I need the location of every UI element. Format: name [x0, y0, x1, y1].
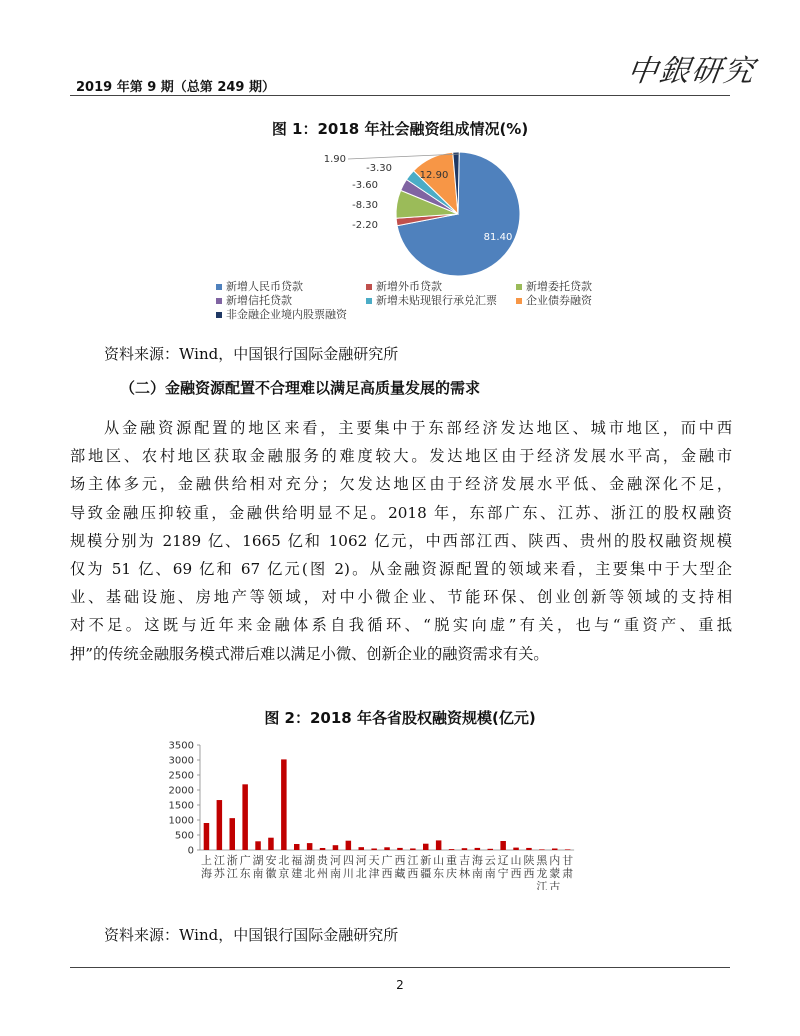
- legend-item: [366, 292, 497, 308]
- legend-label: 新增未贴现银行承兑汇票: [376, 294, 497, 307]
- figure2-title: 图 2：2018 年各省股权融资规模(亿元): [264, 709, 536, 727]
- x-tick-label: 京: [278, 867, 290, 880]
- bar: [217, 800, 223, 850]
- pie-data-label: -8.30: [352, 200, 378, 211]
- pie-data-label: -2.20: [352, 220, 378, 231]
- x-tick-label: 内: [549, 854, 561, 867]
- figure2-source: 资料来源：Wind，中国银行国际金融研究所: [104, 926, 399, 944]
- x-tick-label: 黑: [536, 854, 548, 867]
- x-tick-label: 西: [407, 867, 419, 880]
- paragraph-line: 业、基础设施、房地产等领域，对中小微企业、节能环保、创业创新等领域的支持相: [70, 588, 732, 607]
- paragraph-line: 对不足。这既与近年来金融体系自我循环、“脱实向虚”有关，也与“重资产、重抵: [70, 616, 732, 635]
- legend-item: [216, 306, 347, 322]
- legend-swatch: [366, 298, 372, 304]
- bar: [268, 838, 274, 850]
- x-tick-label: 津: [368, 867, 380, 880]
- x-tick-label: 北: [355, 867, 367, 880]
- x-tick-label: 藏: [394, 867, 406, 880]
- legend-label: 新增信托贷款: [226, 294, 292, 307]
- x-tick-label: 江: [226, 867, 238, 880]
- bar: [281, 759, 287, 850]
- y-tick-label: 0: [187, 845, 194, 857]
- x-tick-label: 湖: [252, 854, 264, 867]
- x-tick-label: 西: [510, 867, 522, 880]
- x-tick-label: 古: [549, 880, 561, 890]
- bar: [255, 841, 260, 850]
- bar: [552, 849, 558, 851]
- y-tick-label: 3500: [168, 740, 194, 752]
- bar: [333, 845, 339, 850]
- paragraph-line: 仅为 51 亿、69 亿和 67 亿元(图 2)。从金融资源配置的领域来看，主要集中于大型企: [70, 560, 732, 579]
- x-tick-label: 南: [329, 867, 341, 880]
- bar: [500, 841, 506, 850]
- x-tick-label: 徽: [265, 867, 277, 880]
- bar: [346, 841, 352, 850]
- figure1-pie-chart: [300, 148, 540, 278]
- x-tick-label: 河: [329, 854, 341, 867]
- bar: [475, 848, 481, 850]
- x-tick-label: 四: [342, 854, 354, 867]
- x-tick-label: 建: [291, 867, 303, 880]
- issue-label: 2019 年第 9 期（总第 249 期）: [76, 80, 275, 95]
- x-tick-label: 海: [200, 867, 212, 880]
- x-tick-label: 江: [213, 854, 225, 867]
- x-tick-label: 贵: [317, 854, 329, 867]
- x-tick-label: 南: [471, 867, 483, 880]
- body-paragraph: [70, 414, 732, 668]
- pie-data-label: -3.30: [366, 163, 392, 174]
- y-tick-label: 1500: [168, 800, 194, 812]
- bar: [397, 848, 403, 850]
- bar: [230, 818, 236, 850]
- x-tick-label: 北: [278, 854, 290, 867]
- paragraph-line: 导致金融压抑较重，金融供给明显不足。2018 年，东部广东、江苏、浙江的股权融资: [70, 503, 732, 522]
- x-tick-label: 西: [523, 867, 535, 880]
- y-tick-label: 3000: [168, 755, 194, 767]
- x-tick-label: 宁: [497, 867, 509, 880]
- x-tick-label: 天: [368, 854, 380, 867]
- bar: [539, 849, 545, 850]
- bar: [449, 849, 455, 850]
- y-tick-label: 500: [174, 830, 194, 842]
- x-tick-label: 广: [239, 854, 251, 867]
- legend-label: 企业债券融资: [526, 294, 592, 307]
- x-tick-label: 湖: [304, 854, 316, 867]
- legend-label: 新增外币贷款: [376, 280, 442, 293]
- y-tick-label: 1000: [168, 815, 194, 827]
- paragraph-line: 押”的传统金融服务模式滞后难以满足小微、创新企业的融资需求有关。: [70, 644, 549, 663]
- x-tick-label: 陕: [523, 854, 535, 867]
- pie-data-label: 1.90: [323, 154, 346, 165]
- legend-swatch: [216, 284, 222, 290]
- section-heading: （二）金融资源配置不合理难以满足高质量发展的需求: [120, 379, 481, 397]
- x-tick-label: 辽: [497, 854, 509, 867]
- figure1-source: 资料来源：Wind，中国银行国际金融研究所: [104, 345, 399, 363]
- bar: [371, 849, 377, 851]
- x-tick-label: 福: [291, 854, 303, 867]
- legend-swatch: [516, 298, 522, 304]
- bar: [526, 848, 532, 850]
- x-tick-label: 安: [265, 854, 277, 867]
- x-tick-label: 江: [407, 854, 419, 867]
- pie-data-label: 81.40: [483, 232, 513, 243]
- x-tick-label: 庆: [446, 867, 458, 880]
- x-tick-label: 南: [252, 867, 264, 880]
- x-tick-label: 东: [433, 867, 445, 880]
- legend-swatch: [216, 312, 222, 318]
- x-tick-label: 吉: [458, 854, 470, 867]
- bar: [410, 848, 416, 850]
- x-tick-label: 林: [458, 867, 470, 880]
- x-tick-label: 西: [394, 854, 406, 867]
- x-tick-label: 新: [420, 854, 432, 867]
- footer-rule: [70, 967, 730, 968]
- bar: [320, 848, 326, 850]
- bar: [294, 844, 300, 850]
- bar: [565, 849, 571, 850]
- bar: [359, 847, 365, 850]
- legend-swatch: [366, 284, 372, 290]
- x-tick-label: 甘: [562, 854, 574, 867]
- bar: [513, 848, 519, 850]
- bar: [423, 844, 429, 850]
- bar: [488, 849, 494, 850]
- bar: [436, 840, 442, 850]
- bar: [307, 843, 313, 850]
- paragraph-line: 规模分别为 2189 亿、1665 亿和 1062 亿元，中西部江西、陕西、贵州的股权融资规模: [70, 531, 732, 550]
- x-tick-label: 浙: [226, 854, 238, 867]
- x-tick-label: 山: [510, 854, 522, 867]
- paragraph-line: 部地区、农村地区获取金融服务的难度较大。发达地区由于经济发展水平高，金融市: [70, 447, 732, 466]
- legend-item: [516, 292, 592, 308]
- paragraph-line: 从金融资源配置的地区来看，主要集中于东部经济发达地区、城市地区，而中西: [104, 419, 732, 437]
- x-tick-label: 龙: [536, 867, 548, 880]
- x-tick-label: 苏: [213, 867, 225, 880]
- x-tick-label: 云: [484, 854, 496, 867]
- legend-label: 非金融企业境内股票融资: [226, 308, 347, 321]
- x-tick-label: 上: [200, 854, 212, 867]
- bar: [204, 823, 210, 850]
- y-tick-label: 2500: [168, 770, 194, 782]
- figure2-bar-chart: [150, 735, 650, 890]
- bar: [242, 784, 248, 850]
- brand-logo: 中銀研究: [625, 54, 758, 89]
- figure1-title: 图 1：2018 年社会融资组成情况(%): [271, 120, 529, 138]
- pie-data-label: -3.60: [352, 180, 378, 191]
- pie-data-label: 12.90: [419, 170, 449, 181]
- x-tick-label: 河: [355, 854, 367, 867]
- x-tick-label: 肃: [562, 867, 574, 880]
- legend-label: 新增委托贷款: [526, 280, 592, 293]
- x-tick-label: 南: [484, 867, 496, 880]
- x-tick-label: 山: [433, 854, 445, 867]
- x-tick-label: 疆: [420, 867, 432, 880]
- x-tick-label: 蒙: [549, 867, 561, 880]
- x-tick-label: 重: [446, 854, 458, 867]
- x-tick-label: 海: [471, 854, 483, 867]
- x-tick-label: 北: [304, 867, 316, 880]
- paragraph-line: 场主体多元，金融供给相对充分；欠发达地区由于经济发展水平低、金融深化不足，: [70, 475, 732, 494]
- legend-swatch: [216, 298, 222, 304]
- x-tick-label: 西: [381, 867, 393, 880]
- x-tick-label: 江: [536, 880, 548, 890]
- bar: [384, 847, 390, 850]
- y-tick-label: 2000: [168, 785, 194, 797]
- legend-label: 新增人民币贷款: [226, 280, 303, 293]
- x-tick-label: 广: [381, 854, 393, 867]
- header-rule: [70, 95, 730, 96]
- x-tick-label: 川: [342, 867, 354, 880]
- legend-swatch: [516, 284, 522, 290]
- x-tick-label: 州: [317, 867, 329, 880]
- bar: [462, 848, 468, 850]
- page-number: 2: [396, 978, 404, 992]
- x-tick-label: 东: [239, 867, 251, 880]
